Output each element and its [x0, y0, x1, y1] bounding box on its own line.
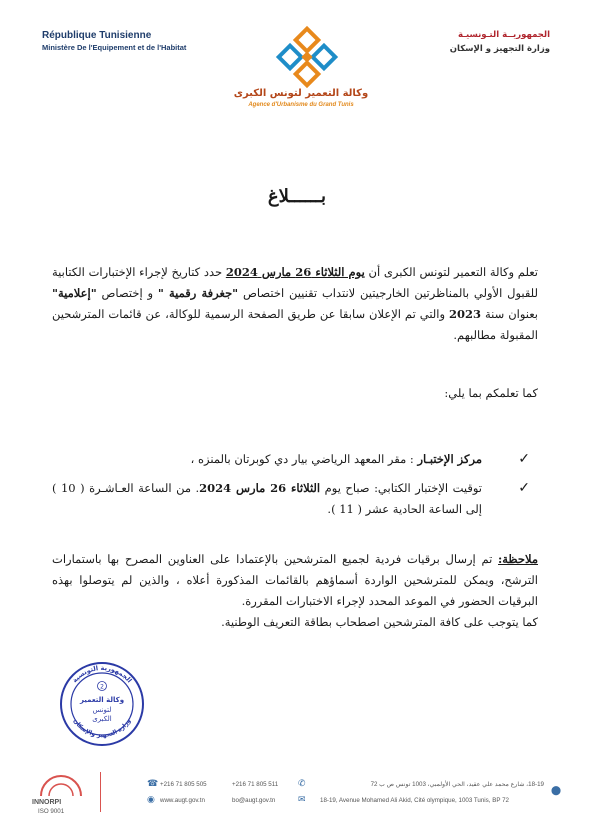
- intro-part3: و إختصاص: [96, 286, 158, 300]
- ministry-label-ar: وزارة التجهيز و الإسكان: [449, 44, 550, 54]
- ministry-label-fr: Ministère De l'Equipement et de l'Habitat: [42, 43, 187, 52]
- agency-name-ar: وكالة التعمير لتونس الكبرى: [233, 88, 369, 99]
- footer-address-ar: 18-19، شارع محمد علي عقيد، الحي الأولمبي، 1003 تونس ص ب 72: [370, 781, 544, 788]
- header-fr: [42, 30, 186, 52]
- intro-paragraph: [52, 262, 538, 346]
- document-title: بــــــلاغ: [267, 186, 327, 207]
- footer: [0, 772, 594, 837]
- item-center-label: مركز الإختبـار: [417, 452, 482, 466]
- agency-logo: [262, 24, 352, 90]
- exam-date: يوم الثلاثاء 26 مارس 2024: [225, 265, 365, 279]
- innorpi-label: INNORPI: [32, 799, 62, 806]
- note-label: ملاحظة:: [498, 552, 538, 566]
- inform-line: [52, 383, 538, 404]
- footer-divider: [100, 772, 101, 812]
- item-time-text2: . من الساعة العـاشـرة ( 10 ) إلى الساعة الحادية عشر ( 11 ).: [52, 481, 482, 516]
- intro-part5: والتي تم الإعلان سابقا عن طريق الصفحة الرسمية للوكالة، عن قائمات المترشحين المقبولة مطالبهم.: [52, 307, 538, 342]
- intro-year: 2023: [449, 307, 482, 321]
- note-text: تم إرسال برقيات فردية لجميع المترشحين بالإعتمادا على العناوين المصرح بها باستمارات الترشح، ويمكن للمترشحين الواردة أسماؤهم بالقائمات المذكورة أعلاه ، والذين لم يتوصلوا بهذه البرقيات الحضور في الموعد المحدد لإجراء الاختبارات المقررة.: [52, 552, 538, 608]
- specialty-1: "جغرفة رقمية ": [157, 286, 239, 300]
- footer-website: www.augt.gov.tn: [160, 797, 205, 804]
- stamp-line3: الكبرى: [92, 715, 112, 723]
- intro-part2: حدد كتاريخ لإجراء الإختبارات الكتابية للقبول الأولي بالمناظرتين الخارجيتين لانتداب تقنيين اختصاص: [52, 265, 538, 300]
- footer-address-fr: 18-19, Avenue Mohamed Ali Akid, Cité olympique, 1003 Tunis, BP 72: [320, 797, 509, 804]
- agency-name-fr: Agence d'Urbanisme du Grand Tunis: [248, 102, 354, 108]
- check-icon: ✓: [518, 480, 530, 496]
- footer-phone2: +216 71 805 511: [232, 781, 279, 788]
- fax-icon: ☎: [147, 779, 159, 789]
- list-item-center: [52, 449, 538, 470]
- location-pin-icon: ⬤: [551, 786, 562, 796]
- list-item-time: [52, 478, 538, 520]
- item-time-text: صباح يوم: [320, 481, 375, 495]
- email-icon: ✉: [298, 795, 306, 805]
- republic-label-fr: République Tunisienne: [42, 30, 152, 41]
- inform-text: كما تعلمكم بما يلي:: [444, 386, 538, 400]
- official-stamp: [58, 660, 146, 748]
- globe-icon: ◉: [147, 795, 155, 805]
- stamp-ring-bottom: وزارة التجهيز والإسكان: [71, 717, 133, 739]
- item-time-label: توقيت الإختبار الكتابي:: [374, 481, 483, 495]
- specialty-2: "إعلامية": [52, 286, 97, 300]
- item-center-text: : مقر المعهد الرياضي بيار دي كوبرتان بالمنزه ،: [190, 452, 418, 466]
- footer-phone1: +216 71 805 505: [160, 781, 207, 788]
- stamp-line2: لتونس: [92, 706, 112, 714]
- check-icon: ✓: [518, 451, 530, 467]
- iso-label: ISO 9001: [38, 808, 65, 815]
- republic-label-ar: الجمهوريــة التـونسيـة: [457, 30, 550, 40]
- note-text2: كما يتوجب على كافة المترشحين اصطحاب بطاقة التعريف الوطنية.: [221, 615, 538, 629]
- phone-icon: ✆: [298, 779, 306, 789]
- footer-email: bo@augt.gov.tn: [232, 797, 276, 804]
- stamp-ring-top: الجمهورية التونسية: [70, 663, 134, 685]
- intro-part1: تعلم وكالة التعمير لتونس الكبرى أن: [364, 265, 538, 279]
- intro-part4: بعنوان سنة: [481, 307, 538, 321]
- item-time-date: الثلاثاء 26 مارس 2024: [199, 481, 321, 495]
- header-ar: [450, 28, 550, 56]
- note-paragraph: [52, 549, 538, 633]
- stamp-line1: وكالة التعمير: [79, 696, 125, 704]
- innorpi-logo: [36, 774, 86, 798]
- stamp-number: 2: [100, 683, 104, 691]
